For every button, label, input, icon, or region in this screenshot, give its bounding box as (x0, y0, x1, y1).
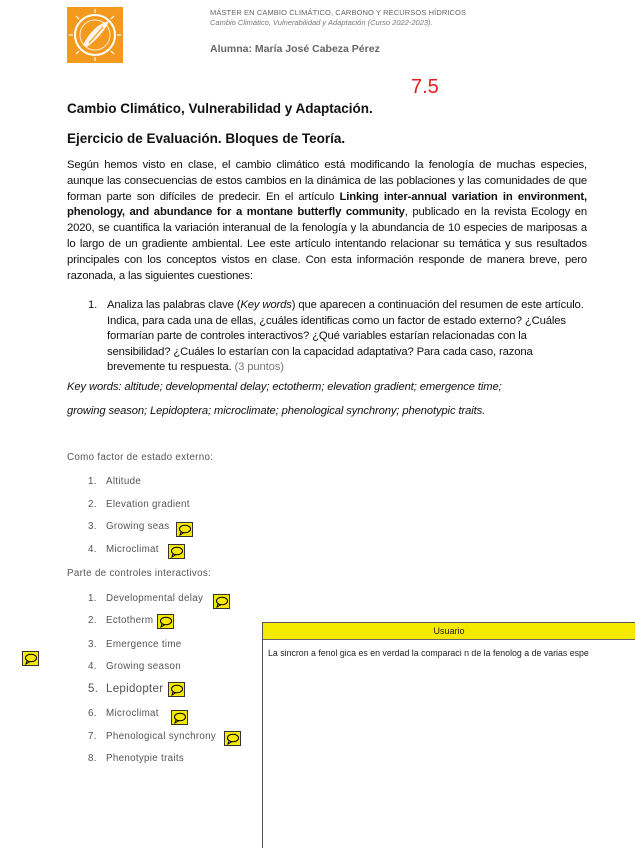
grade-mark: 7.5 (411, 76, 439, 98)
comment-marker-icon[interactable] (176, 522, 193, 537)
comment-marker-icon[interactable] (171, 710, 188, 725)
list-item: 7. Phenological synchrony (88, 731, 217, 742)
list-item: 3. Growing seas (88, 521, 170, 532)
comment-marker-icon[interactable] (168, 682, 185, 697)
list-item: 4. Growing season (88, 661, 181, 672)
document-subtitle: Ejercicio de Evaluación. Bloques de Teoría. (67, 131, 346, 146)
comment-author[interactable]: Usuario (263, 623, 635, 640)
list-item: 6. Microclimat (88, 708, 159, 719)
document-title: Cambio Climático, Vulnerabilidad y Adaptación. (67, 101, 373, 116)
list-item: 2. Elevation gradient (88, 499, 190, 510)
list-item: 3. Emergence time (88, 639, 182, 650)
keywords-line-2: growing season; Lepidoptera; microclimate; phenological synchrony; phenotypic traits. (67, 405, 486, 417)
question-points: (3 puntos) (234, 361, 284, 374)
list-item: 5. Lepidopter (88, 683, 164, 695)
question-number: 1. (88, 299, 98, 311)
program-header: MÁSTER EN CAMBIO CLIMÁTICO, CARBONO Y RECURSOS HÍDRICOS (210, 8, 467, 17)
comment-text: La sincron a fenol gica es en verdad la comparaci n de la fenolog a de varias espe (268, 648, 589, 658)
comment-marker-icon[interactable] (157, 614, 174, 629)
list-item: 8. Phenotypie traits (88, 753, 185, 764)
article-title: Linking inter-annual variation in environment, phenology, and abundance for a montane butterfly community (67, 190, 587, 219)
comment-marker-icon[interactable] (213, 594, 230, 609)
list-item: 1. Altitude (88, 476, 142, 487)
comment-marker-icon[interactable] (168, 544, 185, 559)
keywords-line-1: Key words: altitude; developmental delay; ectotherm; elevation gradient; emergence time; (67, 381, 502, 393)
section-interactive-controls: Parte de controles interactivos: (67, 568, 212, 579)
university-logo (67, 7, 123, 63)
comment-popup[interactable] (262, 622, 635, 848)
intro-paragraph: Según hemos visto en clase, el cambio climático está modificando la fenología de muchas especies, aunque las consecuencias de estos cambios en la dinámica de las poblaciones y las comunidades de que forman parte son difíciles de predecir. En el artículo Linking inter-annual variation in environment, phenology, and abundance for a montane butterfly community, publicado en la revista Ecology en 2020, se cuantifica la variación interanual de la fenología y la abundancia de 10 especies de mariposas a lo largo de un gradiente ambiental. Lee este artículo intentando relacionar su temática y sus resultados principales con los conceptos vistos en clase. Con esta información responde de manera breve, pero razonada, a las siguientes cuestiones: (67, 159, 587, 282)
section-external-factors: Como factor de estado externo: (67, 452, 214, 463)
list-item: 2. Ectotherm (88, 615, 154, 626)
question-1: 1. Analiza las palabras clave (Key words) que aparecen a continuación del resumen de este artículo. Indica, para cada una de ellas, ¿cuáles identificas como un factor de estado externo? ¿Cuáles formarían parte de controles interactivos? ¿Qué variables estarían relacionadas con la sensibilidad? ¿Cuáles lo estarían con la capacidad adaptativa? Para cada caso, razona brevemente tu respuesta. (3 puntos) (88, 299, 584, 374)
comment-marker-icon[interactable] (22, 651, 39, 666)
course-header: Cambio Climático, Vulnerabilidad y Adaptación (Curso 2022-2023). (210, 18, 433, 27)
list-item: 4. Microclimat (88, 544, 159, 555)
student-name: Alumna: María José Cabeza Pérez (210, 43, 380, 55)
list-item: 1. Developmental delay (88, 593, 204, 604)
comment-marker-icon[interactable] (224, 731, 241, 746)
